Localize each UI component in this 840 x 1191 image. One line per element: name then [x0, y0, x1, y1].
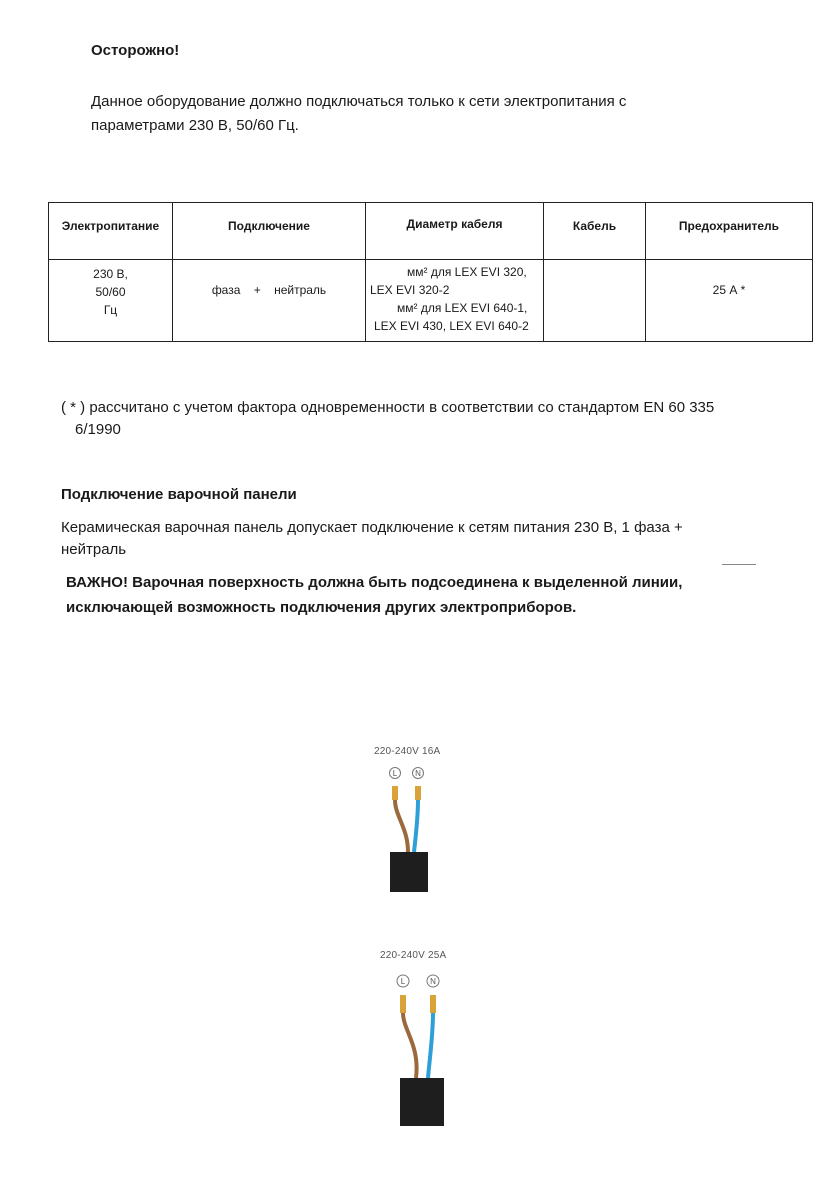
live-wire-tip: [400, 995, 406, 1013]
rating-label: 220-240V 16A: [374, 746, 441, 757]
terminal-n-label: N: [430, 977, 436, 986]
live-wire: [395, 800, 408, 852]
live-wire-tip: [392, 786, 398, 800]
cable-gland-box: [390, 852, 428, 892]
wiring-illustration: [378, 950, 478, 1130]
neutral-wire-tip: [430, 995, 436, 1013]
spec-table: [48, 202, 813, 342]
cell-power: 230 В, 50/60 Гц: [93, 267, 128, 317]
hob-text-line2: нейтраль: [61, 541, 127, 558]
footnote-line1: ( * ) рассчитано с учетом фактора одновременности в соответствии со стандартом EN 60 335: [61, 399, 715, 416]
cell-fuse: 25 А *: [712, 283, 746, 297]
header-cable-diameter: Диаметр кабеля: [406, 217, 503, 231]
cell-cable-diameter: мм² для LEX EVI 320, LEX EVI 320-2 мм² для LEX EVI 640-1, LEX EVI 430, LEX EVI 640-2: [370, 265, 529, 333]
caution-text-line1: Данное оборудование должно подключаться только к сети электропитания с: [91, 93, 627, 110]
caution-text-line2: параметрами 230 В, 50/60 Гц.: [91, 117, 299, 134]
header-fuse: Предохранитель: [678, 219, 780, 233]
caution-title: Осторожно!: [91, 42, 180, 59]
important-line1: ВАЖНО! Варочная поверхность должна быть подсоединена к выделенной линии,: [66, 574, 683, 591]
header-connection: Подключение: [228, 219, 310, 233]
wiring-diagram-16a: [370, 746, 470, 896]
header-power: Электропитание: [61, 219, 160, 233]
footnote-line2: 6/1990: [75, 421, 121, 438]
neutral-wire: [414, 800, 418, 852]
terminal-n-label: N: [415, 769, 421, 778]
neutral-wire: [428, 1013, 433, 1078]
wiring-diagram-25a: [378, 950, 478, 1130]
neutral-wire-tip: [415, 786, 421, 800]
hob-text-line1: Керамическая варочная панель допускает подключение к сетям питания 230 В, 1 фаза +: [61, 519, 683, 536]
live-wire: [403, 1013, 417, 1078]
rating-label: 220-240V 25A: [380, 950, 447, 961]
terminal-l-label: L: [392, 769, 398, 778]
important-line2: исключающей возможность подключения других электроприборов.: [66, 599, 577, 616]
cable-gland-box: [400, 1078, 444, 1126]
header-cable: Кабель: [572, 219, 617, 233]
cell-connection: фаза + нейтраль: [211, 283, 327, 297]
divider-line: [722, 564, 756, 565]
terminal-l-label: L: [400, 977, 406, 986]
hob-section-title: Подключение варочной панели: [61, 486, 297, 503]
wiring-illustration: [370, 746, 470, 896]
